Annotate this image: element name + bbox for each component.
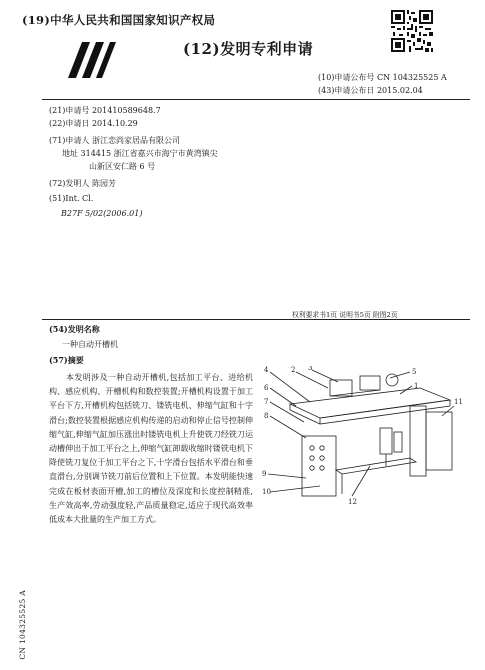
office-name: (19)中华人民共和国国家知识产权局 <box>22 13 216 27</box>
side-publication-id: CN 104325525 A <box>18 590 27 660</box>
figure-label: 10 <box>262 488 271 496</box>
abstract-heading: (57)摘要 <box>49 355 84 365</box>
publication-number: (10)申请公布号 CN 104325525 A <box>318 73 447 82</box>
title-heading: (54)发明名称 <box>49 324 100 334</box>
patent-office-logo <box>60 40 116 80</box>
page-count-info: 权利要求书1页 说明书5页 附图2页 <box>292 311 398 319</box>
application-date: (22)申请日 2014.10.29 <box>49 119 138 128</box>
figure-label: 3 <box>308 366 313 372</box>
publication-type: (12)发明专利申请 <box>183 40 314 58</box>
ipc-classification: B27F 5/02(2006.01) <box>61 209 143 218</box>
abstract-text: 本发明涉及一种自动开槽机,包括加工平台、进给机构、感应机构、开槽机构和数控装置;开槽机构设置于加工平台下方,开槽机构包括铣刀、镂铣电机、伸缩气缸和十字滑台;数控装置根据感应机构传递的启动和停止信号控制伸缩气缸,伸缩气缸加压涨出时镂铣电机上升使铣刀经铣刀运动槽伸出于加工平台之上,伸缩气缸卸载收缩时镂铣电机下降使铣刀复位于加工平台之下,十字滑台包括水平滑台和垂直滑台,分别调节铣刀前后位置和上下位置。本发明能快速完成在板材表面开槽,加工的槽位及深度和长度控制精准,生产效高率,劳动强度轻,产品质量稳定,适应于现代高效率低成本大批量的生产加工方式。 <box>49 373 253 525</box>
int-cl-label: (51)Int. Cl. <box>49 194 94 203</box>
address-cont: 山新区安仁路 6 号 <box>89 162 156 171</box>
figure-label: 1 <box>414 382 419 390</box>
applicant: (71)申请人 浙江恋尚家居品有限公司 <box>49 136 180 145</box>
figure-label: 8 <box>264 412 269 420</box>
publication-date: (43)申请公布日 2015.02.04 <box>318 85 423 95</box>
figure-label: 5 <box>412 368 417 376</box>
figure-label: 2 <box>291 366 296 374</box>
qr-code <box>391 10 433 52</box>
bibliographic-data <box>49 104 218 220</box>
invention-title: 一种自动开槽机 <box>62 340 118 349</box>
figure-label: 12 <box>348 498 357 506</box>
pages-rule <box>42 319 470 320</box>
header-rule <box>42 99 470 100</box>
figure-label: 7 <box>264 398 269 406</box>
figure-label: 11 <box>454 398 463 406</box>
application-number: (21)申请号 201410589648.7 <box>49 106 161 115</box>
address: 地址 314415 浙江省嘉兴市海宁市黄湾镇尖 <box>62 149 218 158</box>
figure-label: 9 <box>262 470 267 478</box>
publication-info <box>318 72 447 97</box>
figure-label: 6 <box>264 384 269 392</box>
figure-label: 4 <box>264 366 269 374</box>
machine-drawing <box>260 366 465 514</box>
inventor: (72)发明人 陈园芳 <box>49 179 116 188</box>
